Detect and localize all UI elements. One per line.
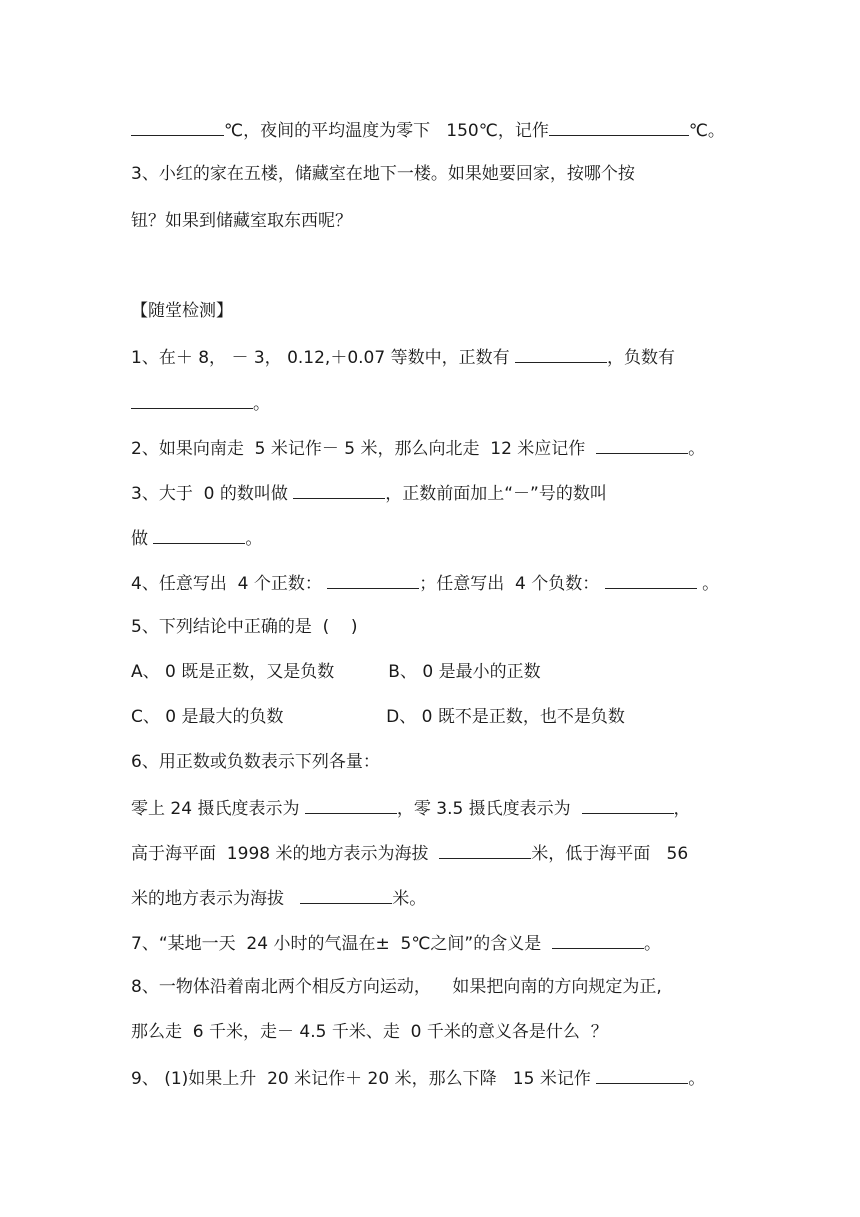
answer-blank[interactable] [293, 480, 385, 499]
line-text: 5、下列结论中正确的是 ( ) [131, 617, 358, 637]
line-text: 零上 24 摄氏度表示为 [131, 799, 305, 819]
answer-blank[interactable] [582, 795, 674, 814]
line-text: ℃，夜间的平均温度为零下 150℃，记作 [224, 121, 549, 141]
answer-blank[interactable] [596, 435, 688, 454]
line-text: 4、任意写出 4 个正数： [131, 574, 328, 594]
line-text: 钮？如果到储藏室取东西呢？ [131, 211, 352, 231]
line-text: ℃。 [688, 121, 725, 141]
line-2 [131, 162, 635, 186]
question-4 [131, 570, 719, 596]
line-text: 米，低于海平面 56 [531, 844, 689, 864]
answer-blank[interactable] [549, 117, 689, 136]
question-6-line-a [131, 795, 691, 821]
line-text: A、 0 既是正数，又是负数 B、 0 是最小的正数 [131, 662, 541, 682]
section-heading [131, 299, 233, 323]
line-text: 高于海平面 1998 米的地方表示为海拔 [131, 844, 440, 864]
line-text: 。 [688, 439, 706, 459]
question-1-cont [131, 390, 270, 416]
line-text: 7、“某地一天 24 小时的气温在± 5℃之间”的含义是 [131, 934, 553, 954]
option-row-ab [131, 660, 541, 684]
question-5 [131, 615, 358, 639]
line-text: 3、大于 0 的数叫做 [131, 484, 294, 504]
question-8 [131, 975, 662, 999]
line-text: ，正数前面加上“－”号的数叫 [385, 484, 607, 504]
line-text: 【随堂检测】 [131, 301, 233, 321]
answer-blank[interactable] [515, 344, 607, 363]
question-3 [131, 480, 607, 506]
answer-blank[interactable] [131, 117, 224, 136]
question-2 [131, 435, 705, 461]
line-text: 8、一物体沿着南北两个相反方向运动， 如果把向南的方向规定为正, [131, 977, 662, 997]
question-9 [131, 1065, 705, 1091]
line-text: ，负数有 [606, 348, 675, 368]
line-1 [131, 117, 725, 143]
answer-blank[interactable] [131, 390, 253, 409]
line-text: 。 [253, 394, 270, 414]
answer-blank[interactable] [300, 885, 392, 904]
answer-blank[interactable] [605, 570, 697, 589]
line-text: 。 [696, 574, 720, 594]
question-8-cont [131, 1020, 608, 1044]
question-6-line-b [131, 840, 688, 866]
line-text: 2、如果向南走 5 米记作－ 5 米，那么向北走 12 米应记作 [131, 439, 597, 459]
line-text: 做 [131, 529, 154, 549]
line-text: 那么走 6 千米，走－ 4.5 千米、走 0 千米的意义各是什么 ？ [131, 1022, 608, 1042]
line-text: 。 [644, 934, 662, 954]
question-3-cont [131, 525, 262, 551]
answer-blank[interactable] [596, 1065, 688, 1084]
question-6 [131, 750, 380, 774]
line-text: 1、在＋ 8， － 3， 0.12,＋0.07 等数中，正数有 [131, 348, 515, 368]
line-text: 6、用正数或负数表示下列各量： [131, 752, 380, 772]
answer-blank[interactable] [439, 840, 531, 859]
question-1 [131, 344, 675, 370]
answer-blank[interactable] [305, 795, 397, 814]
line-text: C、 0 是最大的负数 D、 0 既不是正数，也不是负数 [131, 707, 625, 727]
line-text: ；任意写出 4 个负数： [419, 574, 605, 594]
answer-blank[interactable] [327, 570, 419, 589]
question-7 [131, 930, 661, 956]
answer-blank[interactable] [552, 930, 644, 949]
line-text: ，零 3.5 摄氏度表示为 [396, 799, 582, 819]
line-text: 。 [245, 529, 263, 549]
line-text: 米。 [392, 889, 427, 909]
question-6-line-c [131, 885, 426, 911]
answer-blank[interactable] [153, 525, 245, 544]
option-row-cd [131, 705, 625, 729]
line-3 [131, 209, 352, 233]
line-text: 9、 (1)如果上升 20 米记作＋ 20 米，那么下降 15 米记作 [131, 1069, 597, 1089]
line-text: 。 [688, 1069, 706, 1089]
line-text: 米的地方表示为海拔 [131, 889, 301, 909]
line-text: ， [673, 799, 691, 819]
line-text: 3、小红的家在五楼，储藏室在地下一楼。如果她要回家，按哪个按 [131, 164, 635, 184]
